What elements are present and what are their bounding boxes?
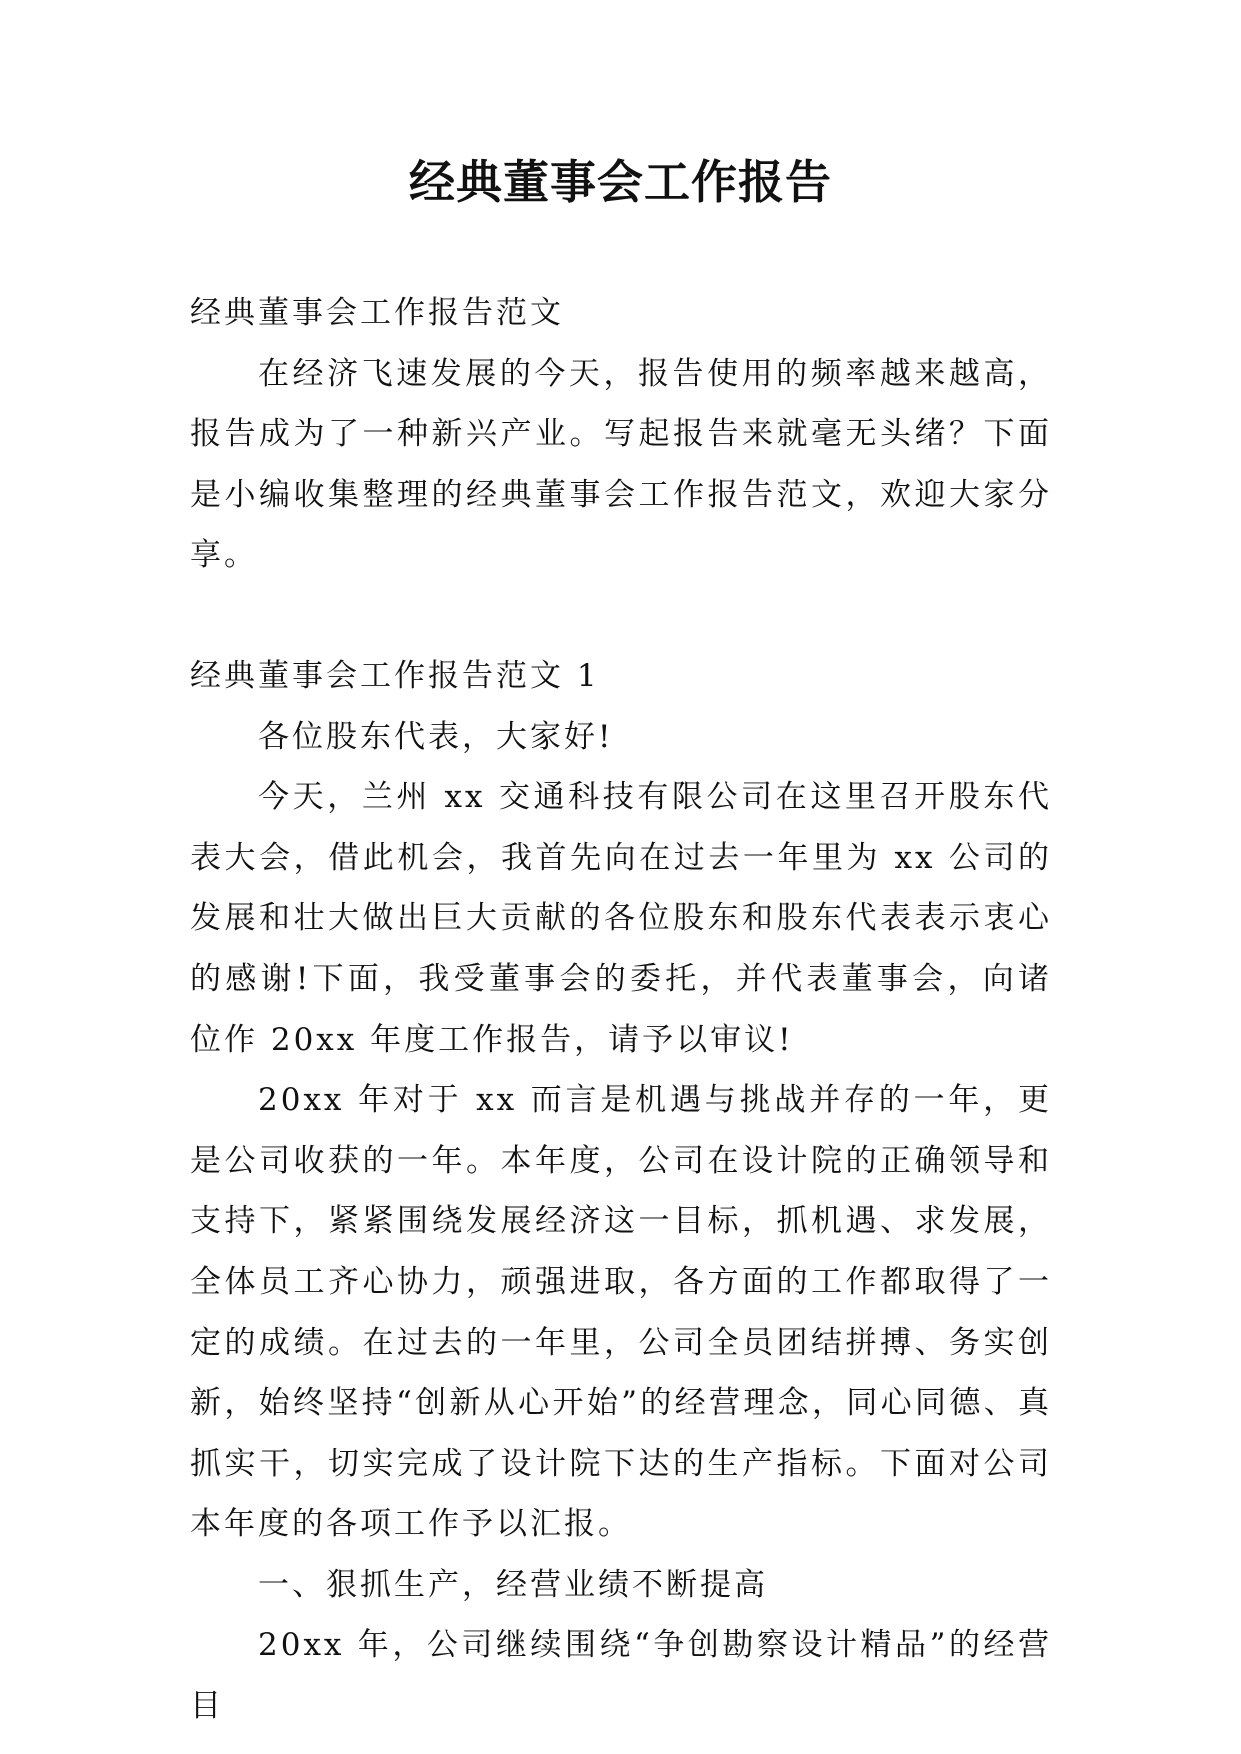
section-heading: 经典董事会工作报告范文 1: [190, 657, 600, 694]
body-paragraph-1: 今天，兰州 xx 交通科技有限公司在这里召开股东代表大会，借此机会，我首先向在过去一年里为 xx 公司的发展和壮大做出巨大贡献的各位股东和股东代表表示衷心的感谢!下面，我受董事会的委托，并代表董事会，向诸位作 20xx 年度工作报告，请予以审议!: [190, 779, 1052, 1058]
body-paragraph-3: 20xx 年，公司继续围绕“争创勘察设计精品”的经营目: [190, 1627, 1052, 1725]
subheading-1: 一、狠抓生产，经营业绩不断提高: [258, 1566, 768, 1603]
body-paragraph-2: 20xx 年对于 xx 而言是机遇与挑战并存的一年，更是公司收获的一年。本年度，公司在设计院的正确领导和支持下，紧紧围绕发展经济这一目标，抓机遇、求发展，全体员工齐心协力，顽强进取，各方面的工作都取得了一定的成绩。在过去的一年里，公司全员团结拼搏、务实创新，始终坚持“创新从心开始”的经营理念，同心同德、真抓实干，切实完成了设计院下达的生产指标。下面对公司本年度的各项工作予以汇报。: [190, 1082, 1052, 1543]
document-subtitle: 经典董事会工作报告范文: [190, 295, 564, 331]
document-body: [190, 283, 1052, 1737]
document-title: 经典董事会工作报告: [409, 155, 832, 209]
paragraph-gap: [190, 586, 1052, 646]
intro-paragraph: 在经济飞速发展的今天，报告使用的频率越来越高，报告成为了一种新兴产业。写起报告来就毫无头绪？下面是小编收集整理的经典董事会工作报告范文，欢迎大家分享。: [190, 355, 1052, 574]
greeting-paragraph: 各位股东代表，大家好!: [258, 718, 614, 755]
